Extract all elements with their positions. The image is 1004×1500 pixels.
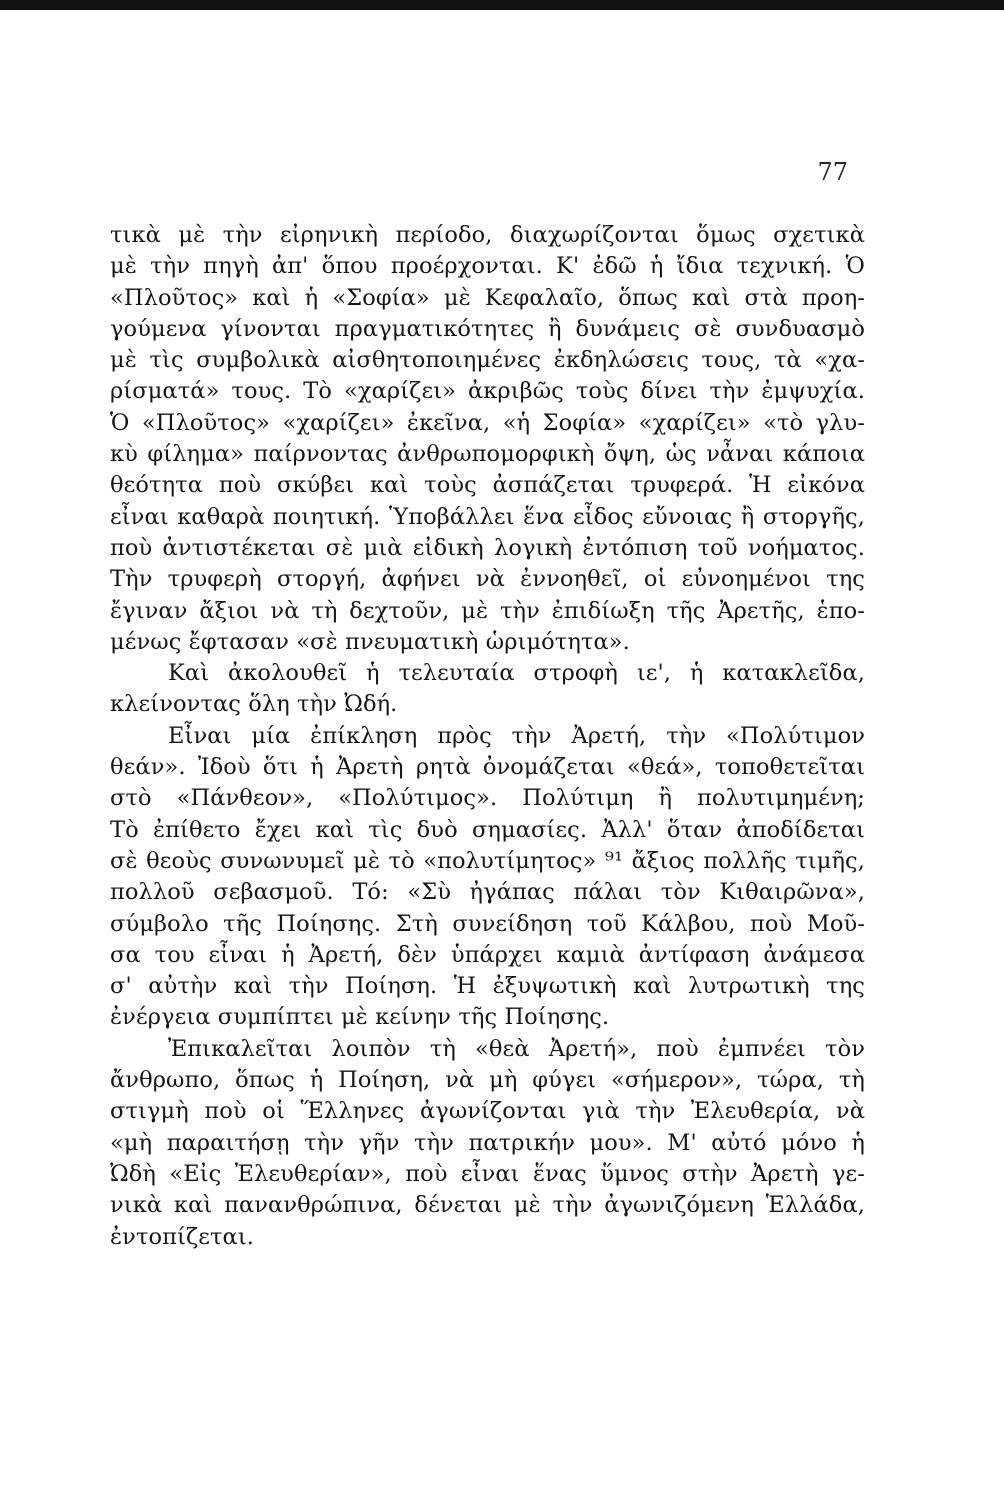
text-line: Ἐπικαλεῖται λοιπὸν τὴ «θεὰ Ἀρετή», ποὺ ἐμπνέει τὸν [168,1035,865,1062]
text-line: κὺ φίλημα» παίρνοντας ἀνθρωπομορφικὴ ὄψη, ὡς νἆναι κάποια [110,441,865,468]
text-line: τικὰ μὲ τὴν εἰρηνικὴ περίοδο, διαχωρίζονται ὅμως σχετικὰ [110,222,865,248]
text-line: ἐνέργεια συμπίπτει μὲ κείνην τῆς Ποίησης. [110,1004,610,1031]
text-line: Τὴν τρυφερὴ στοργή, ἀφήνει νὰ ἐννοηθεῖ, οἱ εὐνοημένοι της [110,566,865,593]
text-line: θεότητα ποὺ σκύβει καὶ τοὺς ἀσπάζεται τρυφερά. Ἡ εἰκόνα [110,472,865,499]
paragraph [110,721,865,1034]
text-line: ποὺ ἀντιστέκεται σὲ μιὰ εἰδικὴ λογικὴ ἐντόπιση τοῦ νοήματος. [110,534,865,561]
text-line: στιγμὴ ποὺ οἱ Ἕλληνες ἀγωνίζονται γιὰ τὴν Ἐλευθερία, νὰ [110,1098,865,1125]
text-line: θεάν». Ἰδοὺ ὅτι ἡ Ἀρετὴ ρητὰ ὀνομάζεται «θεά», τοποθετεῖται [110,754,865,781]
body-text [110,220,865,1253]
text-line: σα του εἶναι ἡ Ἀρετή, δὲν ὑπάρχει καμιὰ ἀντίφαση ἀνάμεσα [110,941,865,968]
page-number: 77 [817,158,848,186]
text-line: κλείνοντας ὅλη τὴν Ὠδή. [110,691,398,718]
text-line: Εἶναι μία ἐπίκληση πρὸς τὴν Ἀρετή, τὴν «Πολύτιμον [168,722,865,749]
text-line: μὲ τὶς συμβολικὰ αἰσθητοποιημένες ἐκδηλώσεις τους, τὰ «χα- [110,347,865,374]
scan-top-edge [0,0,1004,10]
text-line: σὲ θεοὺς συνωνυμεῖ μὲ τὸ «πολυτίμητος» ⁹¹ ἄξιος πολλῆς τιμῆς, [110,847,865,874]
text-line: πολλοῦ σεβασμοῦ. Τό: «Σὺ ἠγάπας πάλαι τὸν Κιθαιρῶνα», [110,879,865,906]
text-line: «Πλοῦτος» καὶ ἡ «Σοφία» μὲ Κεφαλαῖο, ὅπως καὶ στὰ προη- [110,284,865,311]
text-line: Ὁ «Πλοῦτος» «χαρίζει» ἐκεῖνα, «ἡ Σοφία» «χαρίζει» «τὸ γλυ- [110,409,865,436]
text-line: νικὰ καὶ πανανθρώπινα, δένεται μὲ τὴν ἀγωνιζόμενη Ἑλλάδα, [110,1192,865,1219]
paragraph [110,658,865,721]
text-line: ρίσματά» τους. Τὸ «χαρίζει» ἀκριβῶς τοὺς δίνει τὴν ἐμψυχία. [110,378,865,405]
text-line: ἔγιναν ἄξιοι νὰ τὴ δεχτοῦν, μὲ τὴν ἐπιδίωξη τῆς Ἀρετῆς, ἑπο- [110,597,865,624]
text-line: Ὠδὴ «Εἰς Ἐλευθερίαν», ποὺ εἶναι ἕνας ὕμνος στὴν Ἀρετὴ γε- [110,1160,865,1187]
text-line: ἐντοπίζεται. [110,1223,255,1250]
text-line: Τὸ ἐπίθετο ἔχει καὶ τὶς δυὸ σημασίες. Ἀλλ' ὅταν ἀποδίδεται [110,816,865,843]
paragraph [110,1034,865,1253]
text-line: σύμβολο τῆς Ποίησης. Στὴ συνείδηση τοῦ Κάλβου, ποὺ Μοῦ- [110,910,865,937]
text-line: μένως ἔφτασαν «σὲ πνευματικὴ ὡριμότητα». [110,628,630,655]
text-line: ἄνθρωπο, ὅπως ἡ Ποίηση, νὰ μὴ φύγει «σήμερον», τώρα, τὴ [110,1067,865,1094]
text-line: στὸ «Πάνθεον», «Πολύτιμος». Πολύτιμη ἢ πολυτιμημένη; [110,785,865,812]
text-line: γούμενα γίνονται πραγματικότητες ἢ δυνάμεις σὲ συνδυασμὸ [110,315,865,342]
text-line: σ' αὐτὴν καὶ τὴν Ποίηση. Ἡ ἐξυψωτικὴ καὶ λυτρωτικὴ της [110,973,865,1000]
paragraph [110,220,865,658]
text-line: μὲ τὴν πηγὴ ἀπ' ὅπου προέρχονται. Κ' ἐδῶ ἡ ἴδια τεχνική. Ὁ [110,253,865,280]
text-line: εἶναι καθαρὰ ποιητική. Ὑποβάλλει ἕνα εἶδος εὔνοιας ἢ στοργῆς, [110,503,865,530]
text-line: «μὴ παραιτήσῃ τὴν γῆν τὴν πατρικήν μου». Μ' αὐτό μόνο ἡ [110,1129,865,1156]
text-line: Καὶ ἀκολουθεῖ ἡ τελευταία στροφὴ ιε', ἡ κατακλεῖδα, [168,660,865,687]
